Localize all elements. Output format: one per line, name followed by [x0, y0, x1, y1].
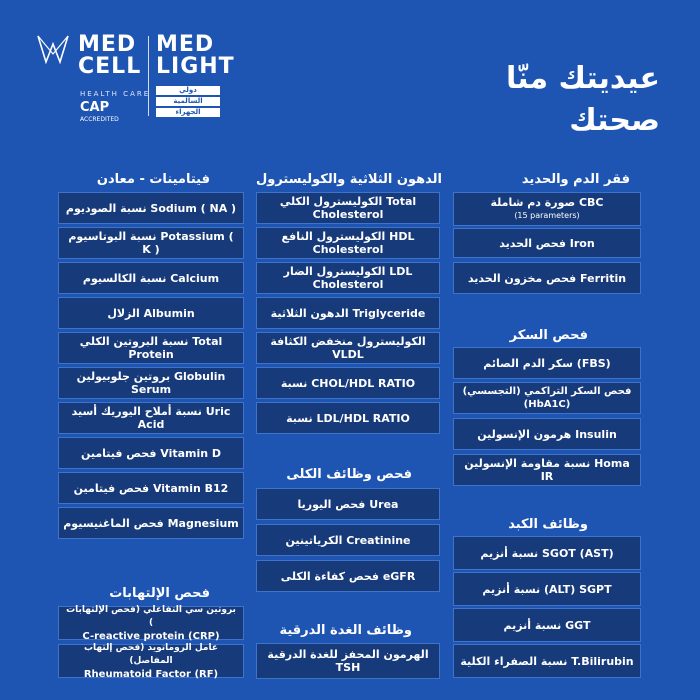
- test-item: نسبة الكالسيوم Calcium: [58, 262, 244, 294]
- section-title-thyroid: وظائف الغدة الدرقية: [279, 623, 412, 638]
- branch-tag: الجهراء: [156, 108, 220, 117]
- test-item: الكوليسترول الكلي Total Cholesterol: [256, 192, 440, 224]
- accredited-label: ACCREDITED: [80, 116, 119, 123]
- test-item: نسبة LDL/HDL RATIO: [256, 402, 440, 434]
- test-item: فحص فيتامين Vitamin B12: [58, 472, 244, 504]
- test-item: الدهون الثلاثية Triglyceride: [256, 297, 440, 329]
- branch-tag: دولي: [156, 86, 220, 95]
- test-item: بروتين جلوبيولين Globulin Serum: [58, 367, 244, 399]
- section-title-lipids: الدهون الثلاثية والكوليسترول: [255, 172, 442, 187]
- tagline: HEALTH CARE: [80, 90, 151, 98]
- test-item: فحص السكر التراكمي (التجسسي) (HbA1C): [453, 382, 641, 414]
- test-item: نسبة أنزيم SGOT (AST): [453, 536, 641, 570]
- test-item: نسبة البروتين الكلي Total Protein: [58, 332, 244, 364]
- test-item: الهرمون المحفز للغدة الدرقية TSH: [256, 643, 440, 679]
- test-item: فحص مخزون الحديد Ferritin: [453, 262, 641, 294]
- test-item: الكوليسترول الضار LDL Cholesterol: [256, 262, 440, 294]
- cap-label: CAP: [80, 100, 110, 115]
- section-title-inflammation: فحص الإلتهابات: [109, 586, 210, 601]
- branch-tag: السالمية: [156, 97, 220, 106]
- section-title-kidney: فحص وظائف الكلى: [286, 467, 412, 482]
- test-item: الزلال Albumin: [58, 297, 244, 329]
- test-item: نسبة الصفراء الكلية T.Bilirubin: [453, 644, 641, 678]
- test-item: نسبة CHOL/HDL RATIO: [256, 367, 440, 399]
- test-item: فحص الحديد Iron: [453, 228, 641, 258]
- test-item: نسبة مقاومة الإنسولين Homa IR: [453, 454, 641, 486]
- logo-divider: [148, 36, 149, 116]
- test-item: سكر الدم الصائم (FBS): [453, 347, 641, 379]
- test-item: بروتين سي التفاعلي (فحص الإلتهابات ) C-reactive protein (CRP): [58, 606, 244, 640]
- headline: عيديتك منّا صحتك: [505, 61, 660, 138]
- test-item: عامل الروماتويد (فحص إلتهاب المفاصل) Rheumatoid Factor (RF): [58, 644, 244, 678]
- test-item: هرمون الإنسولين Insulin: [453, 418, 641, 450]
- test-item: نسبة أملاح اليوريك أسيد Uric Acid: [58, 402, 244, 434]
- test-item: صورة دم شاملة CBC (15 parameters): [453, 192, 641, 226]
- test-item: نسبة الصوديوم Sodium ( NA ): [58, 192, 244, 224]
- test-item: الكرياتينين Creatinine: [256, 524, 440, 556]
- test-item: نسبة أنزيم GGT: [453, 608, 641, 642]
- section-title-sugar: فحص السكر: [509, 328, 588, 343]
- test-item: فحص الماغنيسيوم Magnesium: [58, 507, 244, 539]
- test-item: نسبة أنزيم (ALT) SGPT: [453, 572, 641, 606]
- test-item: الكوليسترول منخفض الكثافة VLDL: [256, 332, 440, 364]
- brand-light: MED LIGHT: [156, 32, 235, 79]
- branch-tags: [156, 86, 220, 119]
- medcell-logo-icon: [36, 32, 70, 66]
- section-title-anemia: فقر الدم والحديد: [521, 172, 630, 187]
- brand-name: MED CELL: [78, 32, 142, 79]
- test-item: فحص كفاءة الكلى eGFR: [256, 560, 440, 592]
- section-title-vitamins: فيتامينات - معادن: [96, 172, 210, 187]
- test-item: الكوليسترول النافع HDL Cholesterol: [256, 227, 440, 259]
- section-title-liver: وظائف الكبد: [508, 517, 588, 532]
- test-item: فحص اليوريا Urea: [256, 488, 440, 520]
- test-item: نسبة البوتاسيوم Potassium ( K ): [58, 227, 244, 259]
- test-item: فحص فيتامين Vitamin D: [58, 437, 244, 469]
- logo: [30, 28, 235, 138]
